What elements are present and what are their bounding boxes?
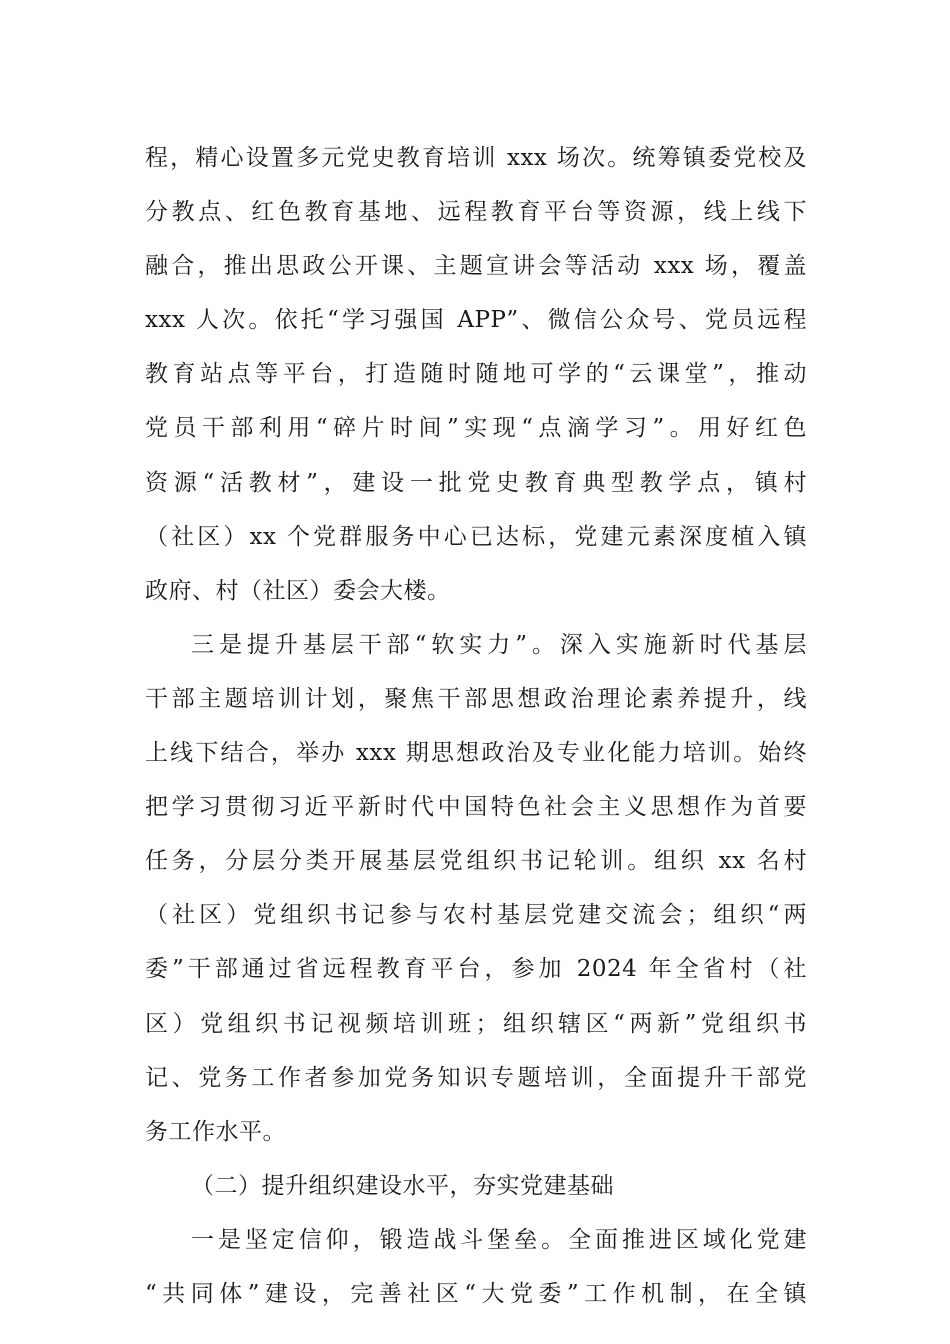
text-line: 程，精心设置多元党史教育培训 xxx 场次。统筹镇委党校及 bbox=[145, 145, 807, 171]
text-line: 资源“活教材”，建设一批党史教育典型教学点，镇村 bbox=[145, 469, 807, 496]
text-line: 党员干部利用“碎片时间”实现“点滴学习”。用好红色 bbox=[145, 415, 807, 442]
text-line: 干部主题培训计划，聚焦干部思想政治理论素养提升，线 bbox=[145, 685, 807, 712]
text-line: 上线下结合，举办 xxx 期思想政治及专业化能力培训。始终 bbox=[145, 740, 807, 767]
section-heading: （二）提升组织建设水平，夯实党建基础 bbox=[191, 1172, 614, 1199]
text-line: 教育站点等平台，打造随时随地可学的“云课堂”，推动 bbox=[145, 361, 807, 388]
text-line: 记、党务工作者参加党务知识专题培训，全面提升干部党 bbox=[145, 1064, 807, 1091]
paragraph-start-line: 一是坚定信仰，锻造战斗堡垒。全面推进区域化党建 bbox=[191, 1226, 807, 1253]
text-line: 任务，分层分类开展基层党组织书记轮训。组织 xx 名村 bbox=[145, 848, 807, 875]
text-line: 委”干部通过省远程教育平台，参加 2024 年全省村（社 bbox=[145, 956, 807, 983]
text-line: 融合，推出思政公开课、主题宣讲会等活动 xxx 场，覆盖 bbox=[145, 253, 807, 280]
text-line: 政府、村（社区）委会大楼。 bbox=[145, 577, 451, 604]
text-line: xxx 人次。依托“学习强国 APP”、微信公众号、党员远程 bbox=[145, 307, 807, 334]
text-line: “共同体”建设，完善社区“大党委”工作机制，在全镇 bbox=[145, 1280, 807, 1307]
text-line: （社区）xx 个党群服务中心已达标，党建元素深度植入镇 bbox=[145, 523, 807, 550]
text-line: 把学习贯彻习近平新时代中国特色社会主义思想作为首要 bbox=[145, 794, 807, 821]
text-line: 分教点、红色教育基地、远程教育平台等资源，线上线下 bbox=[145, 199, 807, 226]
paragraph-start-line: 三是提升基层干部“软实力”。深入实施新时代基层 bbox=[191, 631, 807, 658]
document-body bbox=[145, 131, 807, 1321]
text-line: 区）党组织书记视频培训班；组织辖区“两新”党组织书 bbox=[145, 1010, 807, 1037]
text-line: （社区）党组织书记参与农村基层党建交流会；组织“两 bbox=[145, 902, 807, 929]
text-line: 务工作水平。 bbox=[145, 1118, 286, 1145]
